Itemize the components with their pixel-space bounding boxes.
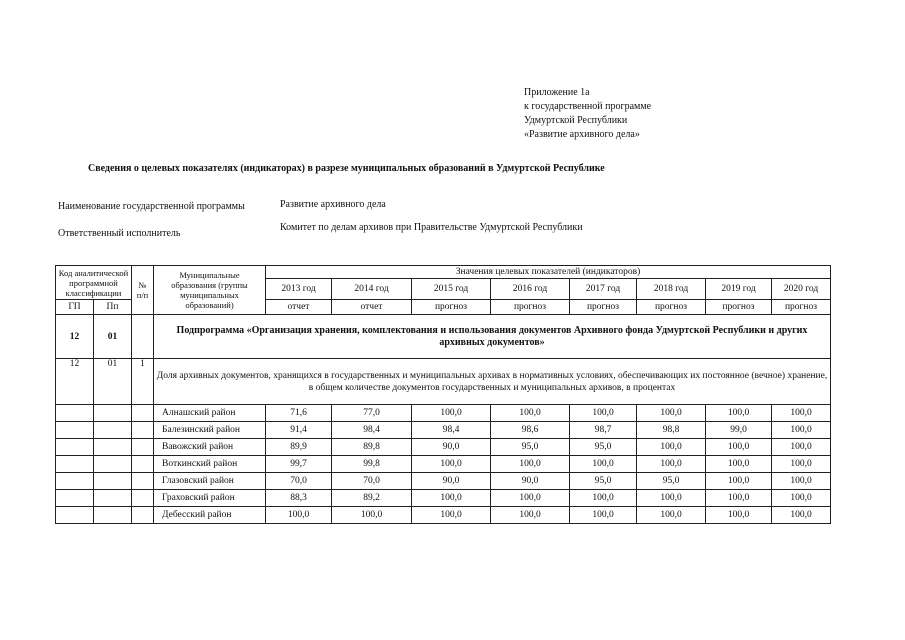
table-row [56, 456, 831, 473]
empty-cell [94, 456, 132, 473]
table-row [56, 473, 831, 490]
table-row [56, 507, 831, 524]
program-label: Наименование государственной программы [58, 201, 245, 212]
header-code: Код аналитической программной классификации [56, 266, 132, 300]
header-municipal: Муниципальные образования (группы муниципальных образований) [154, 266, 266, 315]
value-cell: 89,2 [332, 490, 412, 507]
indicator-num: 1 [132, 359, 154, 405]
value-cell: 98,7 [570, 422, 637, 439]
year-header: 2014 год [332, 279, 412, 300]
value-cell: 100,0 [570, 405, 637, 422]
value-cell: 100,0 [412, 456, 491, 473]
header-gp: ГП [56, 300, 94, 315]
subprogram-pp: 01 [94, 315, 132, 359]
value-cell: 100,0 [491, 405, 570, 422]
value-cell: 98,6 [491, 422, 570, 439]
type-header: прогноз [491, 300, 570, 315]
municipality-name: Дебесский район [154, 507, 266, 524]
value-cell: 100,0 [706, 456, 772, 473]
empty-cell [56, 490, 94, 507]
appendix-line: Удмуртской Республики [524, 115, 628, 126]
value-cell: 100,0 [706, 490, 772, 507]
subprogram-num-cell [132, 315, 154, 359]
value-cell: 100,0 [637, 490, 706, 507]
table-row [56, 439, 831, 456]
header-num: № п/п [132, 266, 154, 315]
empty-cell [94, 439, 132, 456]
value-cell: 100,0 [570, 456, 637, 473]
type-header: прогноз [772, 300, 831, 315]
municipality-name: Вавожский район [154, 439, 266, 456]
year-header: 2013 год [266, 279, 332, 300]
appendix-line: Приложение 1а [524, 87, 590, 98]
header-values: Значения целевых показателей (индикаторов) [266, 266, 831, 279]
appendix-line: к государственной программе [524, 101, 652, 112]
header-pp: Пп [94, 300, 132, 315]
appendix-line: «Развитие архивного дела» [524, 129, 640, 140]
value-cell: 100,0 [706, 507, 772, 524]
indicator-pp: 01 [94, 359, 132, 405]
empty-cell [132, 439, 154, 456]
value-cell: 100,0 [412, 490, 491, 507]
value-cell: 100,0 [772, 473, 831, 490]
empty-cell [56, 473, 94, 490]
value-cell: 71,6 [266, 405, 332, 422]
municipality-name: Балезинский район [154, 422, 266, 439]
empty-cell [94, 405, 132, 422]
value-cell: 98,8 [637, 422, 706, 439]
value-cell: 99,8 [332, 456, 412, 473]
value-cell: 100,0 [772, 439, 831, 456]
value-cell: 98,4 [412, 422, 491, 439]
empty-cell [132, 422, 154, 439]
subprogram-title: Подпрограмма «Организация хранения, комплектования и использования документов Архивного фонда Удмуртской Республики и других архивных документов» [154, 315, 831, 359]
value-cell: 77,0 [332, 405, 412, 422]
type-header: отчет [332, 300, 412, 315]
type-header: прогноз [637, 300, 706, 315]
value-cell: 100,0 [412, 405, 491, 422]
municipality-name: Воткинский район [154, 456, 266, 473]
value-cell: 100,0 [772, 456, 831, 473]
executor-label: Ответственный исполнитель [58, 228, 181, 239]
value-cell: 100,0 [412, 507, 491, 524]
value-cell: 90,0 [412, 473, 491, 490]
year-header: 2019 год [706, 279, 772, 300]
value-cell: 95,0 [570, 473, 637, 490]
table-row [56, 422, 831, 439]
type-header: прогноз [412, 300, 491, 315]
value-cell: 100,0 [266, 507, 332, 524]
value-cell: 100,0 [772, 490, 831, 507]
empty-cell [94, 473, 132, 490]
year-header: 2020 год [772, 279, 831, 300]
value-cell: 70,0 [266, 473, 332, 490]
table-row [56, 405, 831, 422]
empty-cell [94, 422, 132, 439]
value-cell: 99,0 [706, 422, 772, 439]
value-cell: 100,0 [772, 405, 831, 422]
value-cell: 100,0 [332, 507, 412, 524]
value-cell: 91,4 [266, 422, 332, 439]
subprogram-gp: 12 [56, 315, 94, 359]
data-rows [56, 405, 831, 524]
document-title: Сведения о целевых показателях (индикаторах) в разрезе муниципальных образований в Удмуртской Республике [88, 163, 605, 174]
empty-cell [56, 456, 94, 473]
value-cell: 95,0 [491, 439, 570, 456]
empty-cell [94, 490, 132, 507]
year-header: 2015 год [412, 279, 491, 300]
value-cell: 100,0 [637, 456, 706, 473]
empty-cell [132, 456, 154, 473]
municipality-name: Алнашский район [154, 405, 266, 422]
value-cell: 100,0 [706, 473, 772, 490]
value-cell: 98,4 [332, 422, 412, 439]
year-header: 2018 год [637, 279, 706, 300]
table-row [56, 490, 831, 507]
empty-cell [56, 422, 94, 439]
empty-cell [56, 439, 94, 456]
year-header: 2016 год [491, 279, 570, 300]
empty-cell [56, 507, 94, 524]
year-header: 2017 год [570, 279, 637, 300]
type-header: прогноз [570, 300, 637, 315]
value-cell: 100,0 [772, 507, 831, 524]
empty-cell [94, 507, 132, 524]
value-cell: 89,9 [266, 439, 332, 456]
value-cell: 100,0 [637, 507, 706, 524]
value-cell: 100,0 [491, 507, 570, 524]
value-cell: 100,0 [637, 439, 706, 456]
value-cell: 100,0 [706, 439, 772, 456]
municipality-name: Граховский район [154, 490, 266, 507]
value-cell: 100,0 [706, 405, 772, 422]
value-cell: 90,0 [491, 473, 570, 490]
empty-cell [132, 507, 154, 524]
value-cell: 100,0 [491, 456, 570, 473]
value-cell: 100,0 [637, 405, 706, 422]
empty-cell [132, 405, 154, 422]
value-cell: 90,0 [412, 439, 491, 456]
type-header: отчет [266, 300, 332, 315]
appendix-block [524, 86, 651, 142]
empty-cell [132, 473, 154, 490]
municipality-name: Глазовский район [154, 473, 266, 490]
executor-value: Комитет по делам архивов при Правительстве Удмуртской Республики [280, 222, 583, 233]
value-cell: 100,0 [772, 422, 831, 439]
value-cell: 100,0 [570, 507, 637, 524]
value-cell: 95,0 [637, 473, 706, 490]
value-cell: 100,0 [491, 490, 570, 507]
value-cell: 99,7 [266, 456, 332, 473]
empty-cell [56, 405, 94, 422]
value-cell: 88,3 [266, 490, 332, 507]
value-cell: 89,8 [332, 439, 412, 456]
value-cell: 100,0 [570, 490, 637, 507]
value-cell: 95,0 [570, 439, 637, 456]
type-header: прогноз [706, 300, 772, 315]
value-cell: 70,0 [332, 473, 412, 490]
indicators-table [55, 265, 831, 524]
program-value: Развитие архивного дела [280, 199, 386, 210]
indicator-text: Доля архивных документов, хранящихся в государственных и муниципальных архивах в нормативных условиях, обеспечивающих их постоянное (вечное) хранение, в общем количестве документов государственных и муниципальных архивов, в процентах [154, 359, 831, 405]
indicator-gp: 12 [56, 359, 94, 405]
empty-cell [132, 490, 154, 507]
